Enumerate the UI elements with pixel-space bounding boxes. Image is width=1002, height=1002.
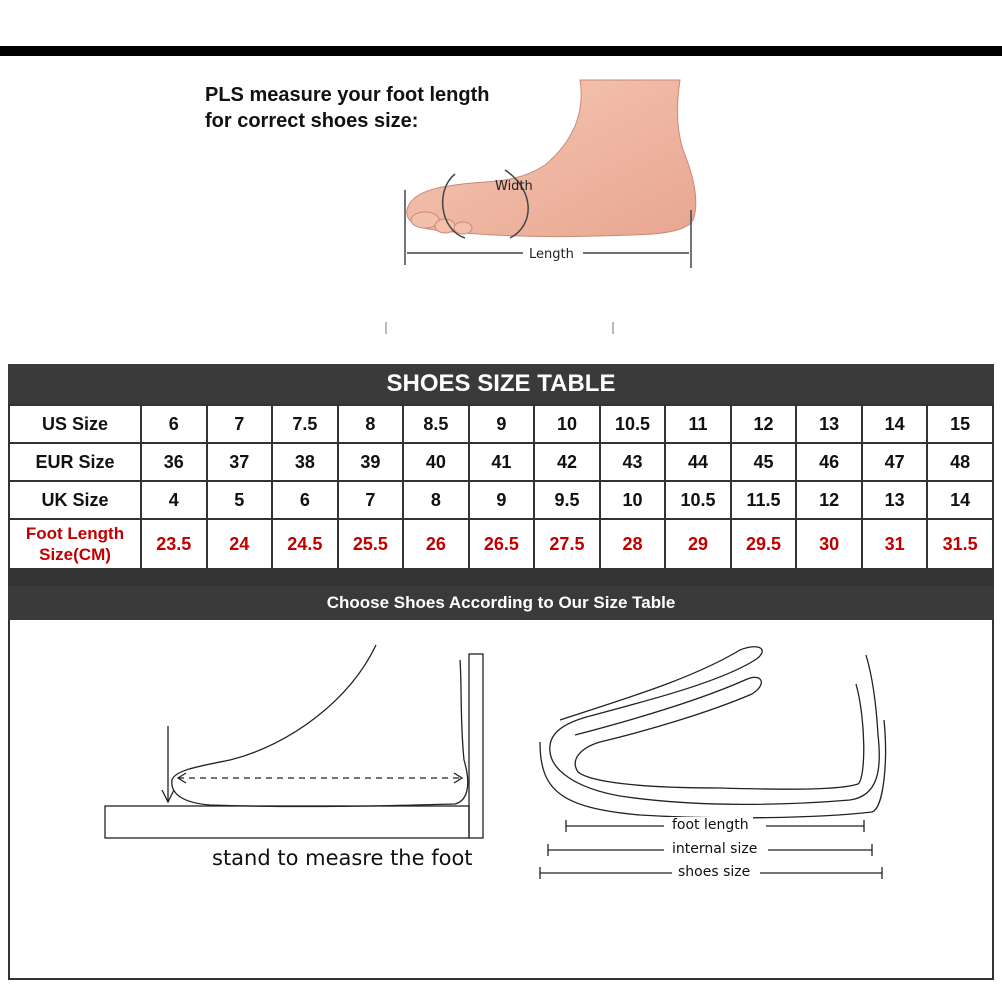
table-row-foot-length: [9, 519, 993, 569]
cell: 14: [927, 481, 993, 519]
cell: 40: [403, 443, 469, 481]
cell: 15: [927, 405, 993, 443]
cell: 46: [796, 443, 862, 481]
shoes-size-label: shoes size: [674, 864, 754, 880]
length-label: Length: [529, 247, 574, 262]
row-label-eur: EUR Size: [9, 443, 141, 481]
cell: 9.5: [534, 481, 600, 519]
cell: 24.5: [272, 519, 338, 569]
cell: 31: [862, 519, 928, 569]
cell: 12: [796, 481, 862, 519]
cell: 14: [862, 405, 928, 443]
internal-size-label: internal size: [668, 841, 761, 857]
cell: 6: [272, 481, 338, 519]
foot-photo-illustration: [395, 70, 705, 275]
cell: 48: [927, 443, 993, 481]
stand-caption: stand to measre the foot: [212, 846, 473, 870]
cell: 9: [469, 405, 535, 443]
cell: 45: [731, 443, 797, 481]
table-row-eur: [9, 443, 993, 481]
foot-length-label: foot length: [668, 817, 753, 833]
row-label-us: US Size: [9, 405, 141, 443]
cell: 27.5: [534, 519, 600, 569]
cell: 38: [272, 443, 338, 481]
top-divider: [0, 46, 1002, 56]
cell: 44: [665, 443, 731, 481]
measurement-diagram-box: [8, 620, 994, 980]
decorative-tick: [612, 322, 614, 334]
cell: 8.5: [403, 405, 469, 443]
cell: 11: [665, 405, 731, 443]
cell: 26.5: [469, 519, 535, 569]
cell: 28: [600, 519, 666, 569]
instruction-line-2: for correct shoes size:: [205, 110, 419, 132]
cell: 26: [403, 519, 469, 569]
cell: 8: [338, 405, 404, 443]
cell: 13: [796, 405, 862, 443]
cell: 24: [207, 519, 273, 569]
cell: 5: [207, 481, 273, 519]
cell: 25.5: [338, 519, 404, 569]
cell: 10.5: [665, 481, 731, 519]
cell: 8: [403, 481, 469, 519]
width-label: Width: [495, 179, 533, 194]
cell: 7: [207, 405, 273, 443]
cell: 37: [207, 443, 273, 481]
instruction-line-1: PLS measure your foot length: [205, 84, 490, 106]
row-label-foot-length-line-2: Size(CM): [39, 545, 111, 564]
decorative-tick: [385, 322, 387, 334]
cell: 12: [731, 405, 797, 443]
row-label-foot-length: [9, 519, 141, 569]
row-label-foot-length-line-1: Foot Length: [25, 524, 125, 543]
cell: 7: [338, 481, 404, 519]
cell: 11.5: [731, 481, 797, 519]
cell: 23.5: [141, 519, 207, 569]
cell: 31.5: [927, 519, 993, 569]
cell: 29.5: [731, 519, 797, 569]
cell: 10.5: [600, 405, 666, 443]
cell: 30: [796, 519, 862, 569]
cell: 10: [600, 481, 666, 519]
cell: 47: [862, 443, 928, 481]
cell: 29: [665, 519, 731, 569]
cell: 6: [141, 405, 207, 443]
cell: 41: [469, 443, 535, 481]
cell: 10: [534, 405, 600, 443]
size-grid: [8, 404, 994, 570]
table-title: SHOES SIZE TABLE: [8, 364, 994, 404]
cell: 43: [600, 443, 666, 481]
table-row-us: [9, 405, 993, 443]
table-row-uk: [9, 481, 993, 519]
cell: 36: [141, 443, 207, 481]
cell: 7.5: [272, 405, 338, 443]
cell: 9: [469, 481, 535, 519]
table-footer: Choose Shoes According to Our Size Table: [8, 586, 994, 620]
row-label-uk: UK Size: [9, 481, 141, 519]
cell: 39: [338, 443, 404, 481]
cell: 13: [862, 481, 928, 519]
cell: 4: [141, 481, 207, 519]
cell: 42: [534, 443, 600, 481]
shoes-size-table: [8, 364, 994, 620]
